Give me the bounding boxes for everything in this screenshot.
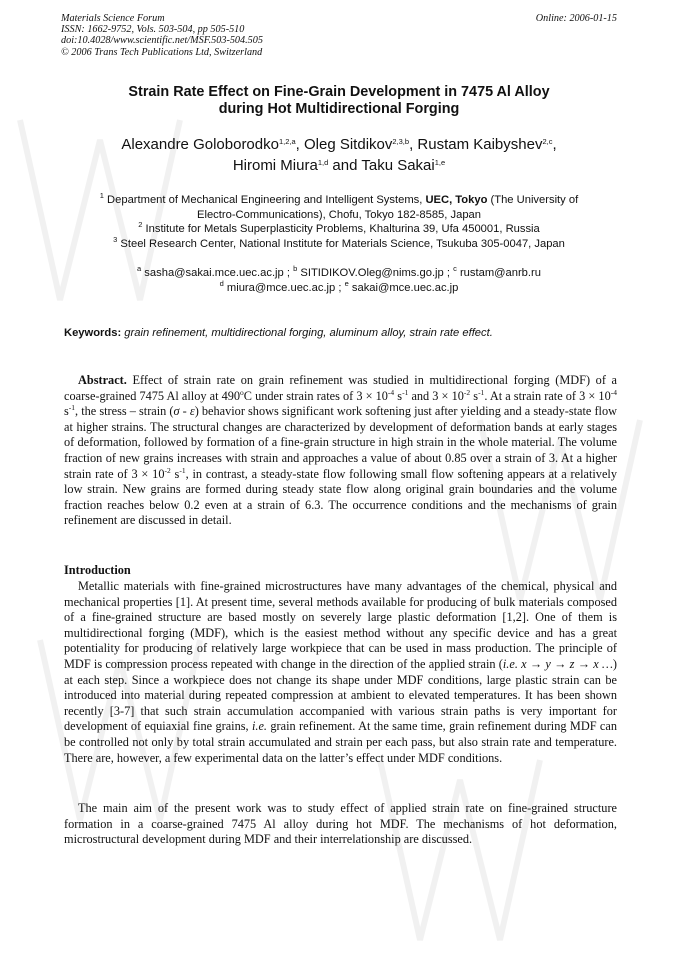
- abstract-sup: -2: [463, 387, 471, 397]
- affiliations: [61, 193, 617, 251]
- abstract-text: s: [470, 388, 479, 403]
- keywords: [64, 326, 617, 340]
- email-link[interactable]: rustam@anrb.ru: [456, 267, 541, 279]
- abstract-text: . At a strain rate of 3 × 10: [484, 388, 611, 403]
- paper-title: [61, 84, 617, 118]
- author-name: Hiromi Miura: [232, 157, 318, 174]
- body-text: ) at each step. Since a workpiece does not change its shape under MDF conditions, large plastic strain can be introduced into material during repeated compression at ambient to elevated temperatures. It has been shown recently [3-7] that such strain accumulation accompanied with various strain paths is very important for development of equiaxial fine grains,: [64, 656, 618, 734]
- affiliation-3: [61, 234, 617, 252]
- affiliation-1: [61, 193, 617, 208]
- abstract-sup: -1: [179, 465, 186, 475]
- email-line-2: [61, 278, 617, 296]
- email-link[interactable]: sasha@sakai.mce.uec.ac.jp ;: [141, 267, 294, 279]
- author-sup: 1,2,a: [278, 137, 296, 146]
- affiliation-2: [61, 222, 617, 237]
- affiliation-1-cont: Electro-Communications), Chofu, Tokyo 182-8585, Japan: [197, 208, 481, 221]
- abstract-sup: -1: [478, 387, 485, 397]
- author-sup: 2,3,b: [392, 137, 410, 146]
- email-sup: b: [293, 264, 298, 273]
- journal-name: Materials Science Forum: [61, 13, 165, 24]
- affiliation-text: Institute for Metals Superplasticity Problems, Khalturina 39, Ufa 450001, Russia: [142, 223, 540, 235]
- abstract-text: C under strain rates of 3 × 10: [243, 388, 388, 403]
- abstract-sup: -1: [402, 387, 409, 397]
- author-line-2: [61, 155, 617, 176]
- issn-line: ISSN: 1662-9752, Vols. 503-504, pp 505-510: [61, 24, 245, 36]
- journal-header: [61, 13, 617, 58]
- email-line-1: [61, 266, 617, 281]
- abstract-sup: -1: [68, 403, 76, 413]
- author-emails: [61, 266, 617, 295]
- keywords-text: grain refinement, multidirectional forging, aluminum alloy, strain rate effect.: [121, 327, 493, 339]
- author-line-1: [61, 134, 617, 155]
- author-name: , Rustam Kaibyshev: [409, 136, 543, 153]
- author-separator: ,: [552, 136, 557, 153]
- email-link[interactable]: SITIDIKOV.Oleg@nims.go.jp ;: [297, 267, 454, 279]
- email-link[interactable]: miura@mce.uec.ac.jp ;: [223, 281, 345, 294]
- abstract-text: s: [64, 404, 69, 419]
- introduction-heading: Introduction: [64, 563, 131, 577]
- abstract-label: Abstract.: [78, 373, 127, 387]
- author-name: and Taku Sakai: [328, 157, 435, 174]
- body-italic: i.e.: [251, 719, 268, 734]
- abstract-sup: -2: [164, 465, 171, 475]
- title-line-1: Strain Rate Effect on Fine-Grain Development in 7475 Al Alloy: [128, 84, 550, 100]
- body-italic: i.e.: [502, 656, 518, 671]
- email-link[interactable]: sakai@mce.uec.ac.jp: [348, 281, 459, 294]
- affiliation-text: (The University of: [487, 194, 579, 206]
- body-text: Metallic materials with fine-grained microstructures have many advantages of the chemical, physical and mechanical properties [1]. At present time, several methods available for producing of bulk materials composed of a fine-grained structure are based mostly on severely large plastic deformation [1,2]. One of them is multidirectional forging (MDF), which is the easiest method without any specific device and has a great potentiality for producing of relatively large workpiece that can be used in mass production. The principle of MDF is compression process repeated with change in the direction of the applied strain (: [64, 579, 617, 671]
- affiliation-sup: 1: [99, 191, 104, 200]
- abstract: [64, 373, 617, 529]
- email-sup: d: [219, 278, 224, 288]
- abstract-text: s: [170, 466, 180, 481]
- copyright-line: © 2006 Trans Tech Publications Ltd, Switzerland: [61, 46, 263, 58]
- affiliation-sup: 3: [113, 234, 118, 244]
- author-list: [61, 134, 617, 176]
- title-line-2: during Hot Multidirectional Forging: [218, 101, 460, 117]
- introduction-paragraph-1: [64, 579, 617, 766]
- abstract-text: Effect of strain rate on grain refinement was studied in multidirectional forging (MDF) of a coarse-grained 7475 Al alloy at 490: [64, 373, 617, 403]
- abstract-text: s: [394, 388, 403, 403]
- author-name: , Oleg Sitdikov: [295, 136, 393, 153]
- introduction-paragraph-2: The main aim of the present work was to study effect of applied strain rate on fine-grained structure formation in a coarse-grained 7475 Al alloy during hot MDF. The mechanisms of hot deformation, microstructural development during MDF and their interrelationship are discussed.: [64, 801, 617, 847]
- author-name: Alexandre Goloborodko: [121, 136, 279, 153]
- keywords-label: Keywords:: [64, 327, 122, 339]
- abstract-text: , the stress – strain (: [75, 404, 174, 419]
- doi-line[interactable]: doi:10.4028/www.scientific.net/MSF.503-504.505: [61, 35, 263, 47]
- email-sup: e: [344, 278, 349, 288]
- author-sup: 1,d: [317, 158, 329, 167]
- abstract-text: , in contrast, a steady-state flow following small flow softening appears at a relatively low strain. New grains are formed during steady state flow along original grain boundaries and the volume fraction reaches below 0.2 even at a strain of 6.3. The occurrence conditions and the mechanisms of grain refinement are discussed in detail.: [64, 466, 617, 528]
- author-sup: 2,c: [542, 137, 553, 146]
- affiliation-text: Steel Research Center, National Institute for Materials Science, Tsukuba 305-0047, Japan: [117, 237, 565, 250]
- email-sup: a: [137, 264, 142, 273]
- abstract-sup: -4: [387, 387, 395, 397]
- author-sup: 1,e: [434, 158, 446, 167]
- abstract-text: ) behavior shows significant work softening just after yielding and a steady-state flow at higher strains. The structural changes are characterized by development of deformation bands at early stages of deformation, followed by formation of a fine-grain structure in high strain in the whole material. The volume fraction of new grains increases with strain and approaches a value of about 0.85 over a strain of 3. At a higher strain rate of 3 × 10: [64, 404, 618, 481]
- affiliation-bold: UEC, Tokyo: [425, 194, 488, 206]
- body-italic: x → y → z → x …: [517, 656, 613, 671]
- email-sup: c: [453, 264, 457, 273]
- abstract-sup: -4: [610, 387, 617, 397]
- abstract-sup: o: [240, 387, 244, 397]
- affiliation-sup: 2: [138, 220, 143, 229]
- affiliation-text: Department of Mechanical Engineering and Intelligent Systems,: [103, 194, 426, 206]
- body-text: grain refinement. At the same time, grain refinement during MDF can be controlled not only by total strain accumulated and strain per each pass, but also strain rate and temperature. There are, however, a few experimental data on the latter’s effect under MDF conditions.: [64, 719, 617, 765]
- abstract-symbol: σ - ε: [173, 404, 195, 419]
- online-date: Online: 2006-01-15: [535, 13, 617, 24]
- abstract-text: and 3 × 10: [408, 388, 464, 403]
